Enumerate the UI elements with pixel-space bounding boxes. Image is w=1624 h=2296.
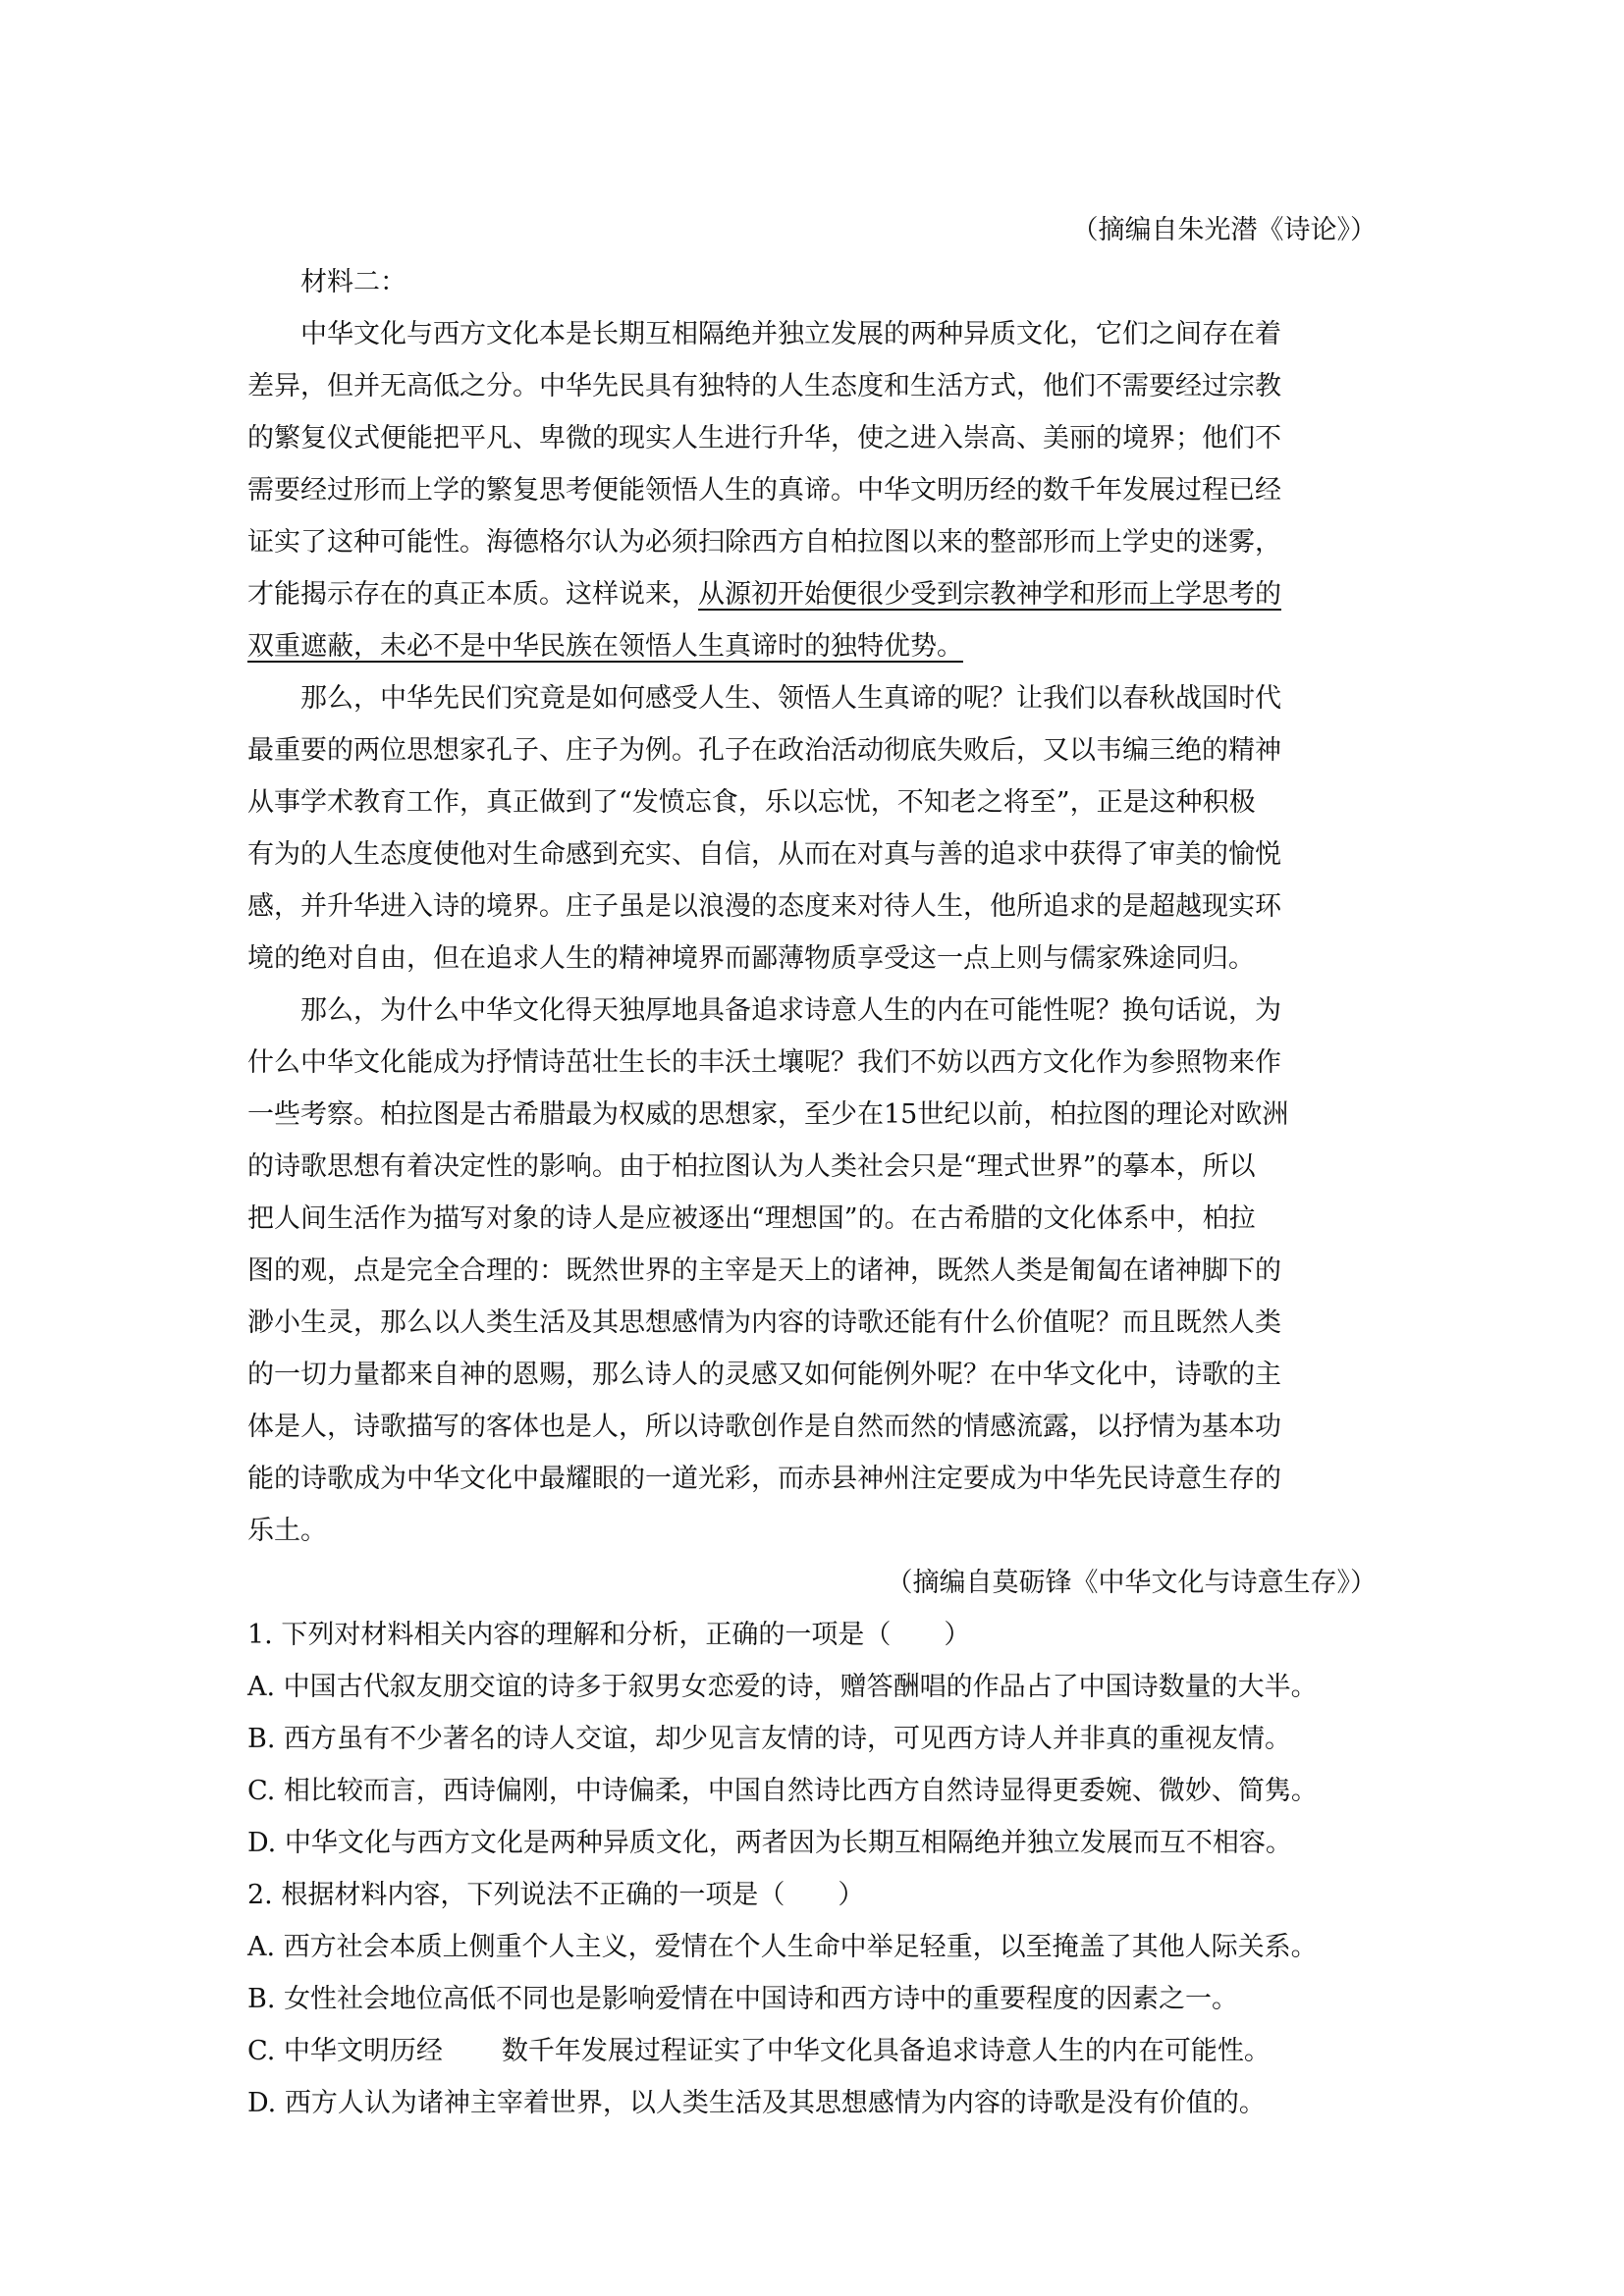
paragraph-line: 图的观，点是完全合理的：既然世界的主宰是天上的诸神，既然人类是匍匐在诸神脚下的	[247, 1255, 1281, 1286]
question-stem: 2. 根据材料内容，下列说法不正确的一项是（ ）	[247, 1880, 865, 1910]
paragraph-line: 从事学术教育工作，真正做到了“发愤忘食，乐以忘忧，不知老之将至”，正是这种积极	[247, 787, 1256, 818]
option-a: A. 中国古代叙友朋交谊的诗多于叙男女恋爱的诗，赠答酬唱的作品占了中国诗数量的大半。	[247, 1672, 1318, 1702]
paragraph-line: 什么中华文化能成为抒情诗茁壮生长的丰沃土壤呢？我们不妨以西方文化作为参照物来作	[247, 1047, 1281, 1078]
question-2	[247, 1869, 1377, 2129]
paragraph-line: 把人间生活作为描写对象的诗人是应被逐出“理想国”的。在古希腊的文化体系中，柏拉	[247, 1203, 1256, 1234]
source-citation-bottom: （摘编自莫砺锋《中华文化与诗意生存》）	[886, 1568, 1377, 1598]
paragraph-line: 中华文化与西方文化本是长期互相隔绝并独立发展的两种异质文化，它们之间存在着	[300, 319, 1281, 349]
option-a: A. 西方社会本质上侧重个人主义，爱情在个人生命中举足轻重，以至掩盖了其他人际关系。	[247, 1932, 1318, 1962]
source-citation-top: （摘编自朱光潜《诗论》）	[1071, 215, 1377, 245]
paragraph-text: 才能揭示存在的真正本质。这样说来，	[247, 579, 698, 610]
paragraph-line	[247, 568, 1377, 620]
paragraph-line: 的繁复仪式便能把平凡、卑微的现实人生进行升华，使之进入崇高、美丽的境界；他们不	[247, 423, 1281, 454]
question-1	[247, 1609, 1377, 1869]
material-two-heading: 材料二：	[300, 267, 406, 297]
paragraph-line: 那么，中华先民们究竟是如何感受人生、领悟人生真谛的呢？让我们以春秋战国时代	[300, 683, 1281, 714]
paragraph-line: 差异，但并无高低之分。中华先民具有独特的人生态度和生活方式，他们不需要经过宗教	[247, 371, 1281, 401]
paragraph-line: 最重要的两位思想家孔子、庄子为例。孔子在政治活动彻底失败后，又以韦编三绝的精神	[247, 735, 1281, 766]
option-b: B. 西方虽有不少著名的诗人交谊，却少见言友情的诗，可见西方诗人并非真的重视友情。	[247, 1724, 1292, 1754]
paragraph-2	[247, 672, 1377, 985]
paragraph-line: 证实了这种可能性。海德格尔认为必须扫除西方自柏拉图以来的整部形而上学史的迷雾，	[247, 527, 1281, 558]
paragraph-line: 境的绝对自由，但在追求人生的精神境界而鄙薄物质享受这一点上则与儒家殊途同归。	[247, 943, 1255, 974]
paragraph-line: 的诗歌思想有着决定性的影响。由于柏拉图认为人类社会只是“理式世界”的摹本，所以	[247, 1151, 1256, 1182]
option-c: C. 相比较而言，西诗偏刚，中诗偏柔，中国自然诗比西方自然诗显得更委婉、微妙、简隽。	[247, 1776, 1318, 1806]
paragraph-line: 乐土。	[247, 1516, 327, 1546]
paragraph-line: 有为的人生态度使他对生命感到充实、自信，从而在对真与善的追求中获得了审美的愉悦	[247, 839, 1281, 870]
underlined-sentence: 双重遮蔽，未必不是中华民族在领悟人生真谛时的独特优势。	[247, 631, 963, 662]
option-c	[247, 2025, 1377, 2077]
paragraph-line	[247, 620, 1377, 672]
option-c-text: C. 中华文明历经	[247, 2036, 443, 2066]
option-c-text: 数千年发展过程证实了中华文化具备追求诗意人生的内在可能性。	[501, 2036, 1271, 2066]
paragraph-line: 的一切力量都来自神的恩赐，那么诗人的灵感又如何能例外呢？在中华文化中，诗歌的主	[247, 1360, 1281, 1390]
question-stem: 1. 下列对材料相关内容的理解和分析，正确的一项是（ ）	[247, 1620, 971, 1650]
option-d: D. 中华文化与西方文化是两种异质文化，两者因为长期互相隔绝并独立发展而互不相容。	[247, 1828, 1292, 1858]
paragraph-line: 需要经过形而上学的繁复思考便能领悟人生的真谛。中华文明历经的数千年发展过程已经	[247, 475, 1281, 506]
paragraph-line: 感，并升华进入诗的境界。庄子虽是以浪漫的态度来对待人生，他所追求的是超越现实环	[247, 891, 1281, 922]
paragraph-line: 那么，为什么中华文化得天独厚地具备追求诗意人生的内在可能性呢？换句话说，为	[300, 995, 1281, 1026]
paragraph-line: 渺小生灵，那么以人类生活及其思想感情为内容的诗歌还能有什么价值呢？而且既然人类	[247, 1308, 1281, 1338]
option-b: B. 女性社会地位高低不同也是影响爱情在中国诗和西方诗中的重要程度的因素之一。	[247, 1984, 1239, 2014]
paragraph-line: 体是人，诗歌描写的客体也是人，所以诗歌创作是自然而然的情感流露，以抒情为基本功	[247, 1412, 1281, 1442]
paragraph-line: 能的诗歌成为中华文化中最耀眼的一道光彩，而赤县神州注定要成为中华先民诗意生存的	[247, 1464, 1281, 1494]
option-d: D. 西方人认为诸神主宰着世界，以人类生活及其思想感情为内容的诗歌是没有价值的。	[247, 2088, 1266, 2118]
paragraph-line: 一些考察。柏拉图是古希腊最为权威的思想家，至少在15世纪以前，柏拉图的理论对欧洲	[247, 1099, 1289, 1130]
paragraph-3	[247, 985, 1377, 1557]
paragraph-1	[247, 308, 1377, 672]
document-page	[247, 204, 1377, 2129]
underlined-sentence: 从源初开始便很少受到宗教神学和形而上学思考的	[698, 579, 1281, 610]
